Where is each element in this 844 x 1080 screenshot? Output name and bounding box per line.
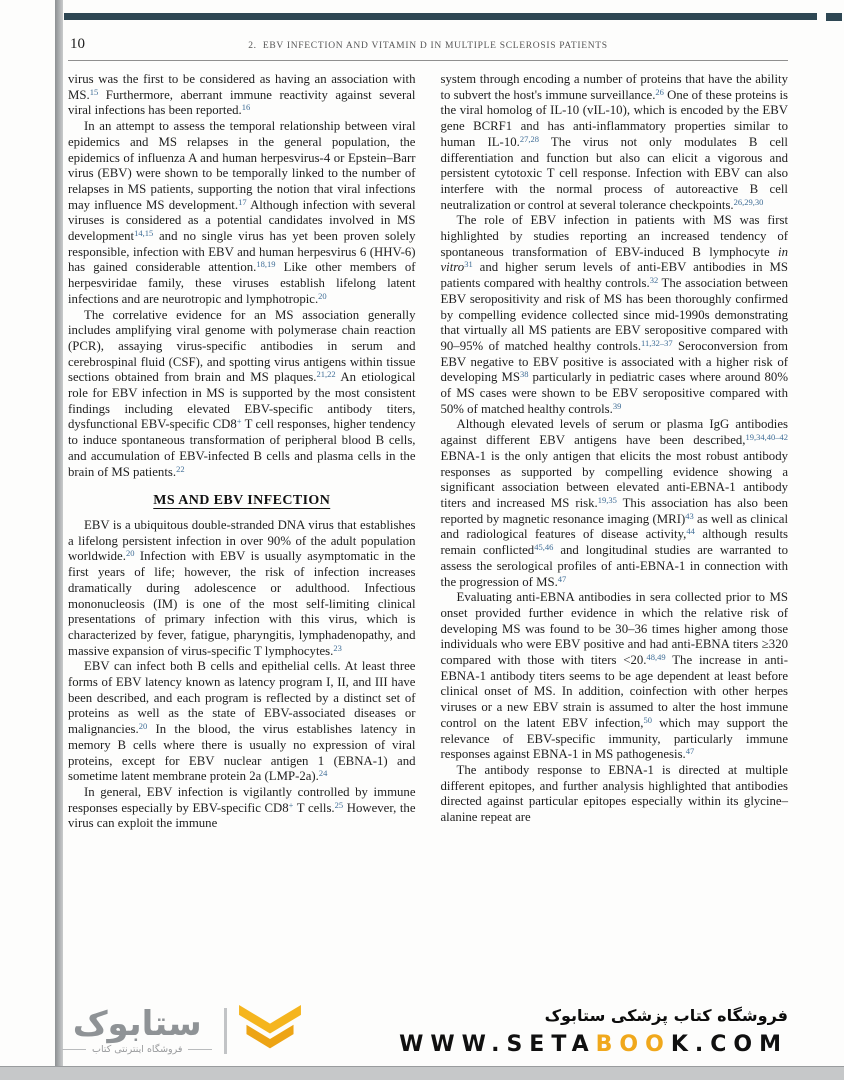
page-number: 10 <box>70 36 85 52</box>
chapter-tab-marker <box>826 13 842 21</box>
paragraph: Evaluating anti-EBNA antibodies in sera collected prior to MS onset provided further evidence in which the relative risk of developing MS was found to be 30–36 times higher among those individuals who were EBV positive and had anti-EBNA titers ≥320 compared with those with titers <20.$^{48,49}$ The increase in anti-EBNA-1 antibody titers seems to be age dependent at least before clinical onset of MS. In addition, coinfection with other herpes viruses or a new EBV strain is assumed to alter the host immune control on the latent EBV infection,$^{50}$ which may support the relevance of EBV-specific immunity, particularly immune responses against EBNA-1 in MS pathogenesis.$^{47}$ <box>440 590 788 762</box>
paragraph: EBV can infect both B cells and epithelial cells. At least three forms of EBV latency known as latency program I, II, and III have been described, and each program is reflected by a distinct set of proteins as well as the state of EBV-associated diseases or malignancies.$^{20}$ In the blood, the virus establishes latency in memory B cells where there is usually no expression of viral proteins, except for EBV nuclear antigen 1 (EBNA-1) and sometime latent membrane protein 2a (LMP-2a).$^{24}$ <box>68 659 416 784</box>
site-url <box>399 1032 788 1057</box>
paragraph: EBV is a ubiquitous double-stranded DNA virus that establishes a lifelong persistent infection in over 90% of the adult population worldwide.$^{20}$ Infection with EBV is usually asymptomatic in the first years of life; however, the risk of infection increases dramatically during adolescence or adulthood. Infectious mononucleosis (IM) is one of the most self-limiting clinical presentations of primary infection with this virus, which is characterized by fever, fatigue, pharyngitis, lymphadenopathy, and massive expansion of virus-specific T lymphocytes.$^{23}$ <box>68 517 416 658</box>
site-url-segment: K.COM <box>670 1031 788 1057</box>
site-url-segment: BOO <box>595 1031 671 1057</box>
section-heading: MS AND EBV INFECTION <box>153 493 331 509</box>
setabook-logo <box>62 1005 301 1057</box>
paragraph: virus was the first to be considered as having an association with MS.$^{15}$ Furthermore, aberrant immune reactivity against several viral infections has been reported.$^{16}$ <box>68 72 416 118</box>
logo-text-stack <box>62 1003 212 1056</box>
column-right <box>441 72 789 832</box>
caption-rule-right <box>62 1049 86 1050</box>
page-header <box>68 36 788 58</box>
header-rule <box>68 60 788 61</box>
paragraph: Although elevated levels of serum or plasma IgG antibodies against different EBV antigens have been described,$^{19,34,40-42}$ EBNA-1 is the only antigen that elicits the most robust antibody responses as supported by compelling evidence showing a significant association between elevated anti-EBNA-1 antibody titers and increased MS risk.$^{19,35}$ This association has also been reported by magnetic resonance imaging (MRI)$^{43}$ as well as clinical and radiological features of disease activity,$^{44}$ although results remain conflicted$^{45,46}$ and longitudinal studies are warranted to assess the serological profiles of anti-EBNA-1 in connection with the progression of MS.$^{47}$ <box>440 417 788 589</box>
scan-edge-left <box>55 0 63 1080</box>
footer-right <box>399 1006 788 1057</box>
chapter-tab-bar <box>64 13 817 20</box>
paragraph: The antibody response to EBNA-1 is directed at multiple different epitopes, and further analysis highlighted that antibodies directed against particular epitopes especially within its glycine–alanine repeat are <box>440 762 788 825</box>
caption-rule-left <box>188 1049 212 1050</box>
logo-wordmark: ستابوک <box>72 1003 202 1044</box>
paragraph: In general, EBV infection is vigilantly controlled by immune responses especially by EBV-specific CD8+ T cells.$^{25}$ However, the virus can exploit the immune <box>68 784 416 831</box>
paragraph: The correlative evidence for an MS association generally includes amplifying viral genome with polymerase chain reaction (PCR), assaying virus-specific antibodies in serum and cerebrospinal fluid (CSF), and spotting virus antigens within tissue sections obtained from brain and MS plaques.$^{21,22}$ An etiological role for EBV infection in MS is supported by the most consistent findings including elevated EBV-specific antibody titers, dysfunctional EBV-specific CD8+ T cell responses, higher tendency to induce spontaneous transformation of peripheral blood B cells, and accumulation of EBV-infected B cells and plasma cells in the brain of MS patients.$^{22}$ <box>68 307 416 479</box>
publisher-footer <box>62 1000 788 1062</box>
site-url-segment: WWW.SETA <box>399 1031 596 1057</box>
scan-edge-bottom <box>0 1066 844 1080</box>
logo-caption <box>62 1044 212 1055</box>
double-chevron-book-icon <box>239 1005 301 1057</box>
logo-caption-text: فروشگاه اینترنتی کتاب <box>92 1044 183 1056</box>
column-left <box>68 72 416 832</box>
paragraph: The role of EBV infection in patients with MS was first highlighted by studies reporting an increased tendency of spontaneous transformation of EBV-induced B lymphocyte in vitro$^{31}$ and higher serum levels of anti-EBV antibodies in MS patients compared with healthy controls.$^{32}$ The association between EBV seropositivity and risk of MS has been thoroughly confirmed by compelling evidence collected since mid-1990s demonstrating that virtually all MS patients are EBV seropositive compared with 90–95% of matched healthy controls.$^{11,32-37}$ Seroconversion from EBV negative to EBV positive is associated with a higher risk of developing MS$^{38}$ particularly in pediatric cases where around 80% of MS cases were shown to be EBV seropositive compared with 50% of matched healthy controls.$^{39}$ <box>440 213 788 416</box>
paragraph: In an attempt to assess the temporal relationship between viral epidemics and MS relapses in the general population, the epidemics of influenza A and human herpesvirus-4 or Epstein–Barr virus (EBV) were shown to be temporally linked to the number of relapses in MS patients, supporting the notion that viral infections may influence MS development.$^{17}$ Although infection with several viruses is considered as a potential candidates involved in MS development$^{14,15}$ and no single virus has yet been proven solely responsible, infection with EBV and human herpesvirus 6 (HHV-6) has gained considerable attention.$^{18,19}$ Like other members of herpesviridae family, these viruses establish lifelong latent infections and are neurotropic and lymphotropic.$^{20}$ <box>68 119 416 306</box>
store-tagline: فروشگاه کتاب پزشکی ستابوک <box>544 1005 788 1025</box>
paragraph: system through encoding a number of proteins that have the ability to subvert the host's immune surveillance.$^{26}$ One of these proteins is the viral homolog of IL-10 (vIL-10), which is encoded by the EBV gene BCRF1 and has anti-inflammatory properties similar to human IL-10.$^{27,28}$ The virus not only modulates B cell differentiation and function but also can elicit a vigorous and persistent cytotoxic T cell response. Infection with EBV can also interfere with the normal process of autoreactive B cell neutralization or control at several tolerance checkpoints.$^{26,29,30}$ <box>440 72 788 212</box>
running-head: 2. EBV INFECTION AND VITAMIN D IN MULTIPLE SCLEROSIS PATIENTS <box>248 41 608 51</box>
article-body <box>68 72 788 832</box>
logo-divider <box>224 1008 227 1054</box>
